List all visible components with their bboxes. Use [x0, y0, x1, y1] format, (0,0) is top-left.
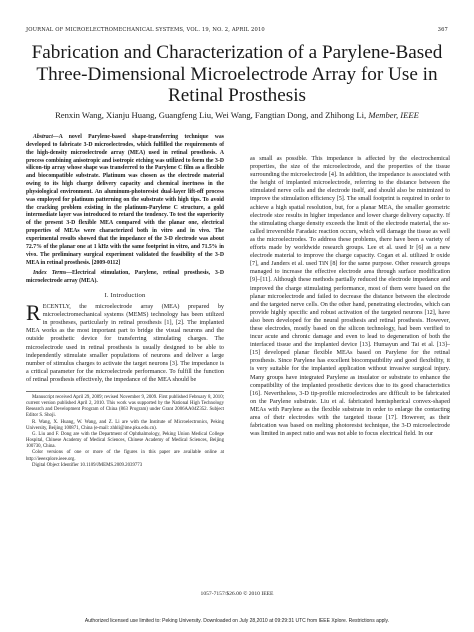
- drop-cap: R: [26, 300, 41, 326]
- footnote-color-versions: Color versions of one or more of the figures in this paper are available online at http://ieeexplore.ieee.org.: [26, 450, 224, 462]
- right-column: [250, 155, 450, 438]
- index-terms-label: Index Terms: [33, 270, 67, 277]
- right-column-text: as small as possible. This impedance is affected by the electrochemical properties, the size of the microelectrode, and the properties of the tissue surrounding the microelectrode [4]. In addition, the impedance is associated with the height of implanted microelectrode, referring to the distance between the stimulated nerve cells and the electrode itself, and should also be minimized to improve the stimulation efficiency [5]. The small footprint is required in order to achieve a high spatial resolution, but, for a planar MEA, the smaller geometric electrode size results in higher impedance and lower charge delivery capacity. If the stimulating charge density exceeds the limit of the electrode material, the so-called irreversible Faradaic reaction occurs, which will damage the tissue as well as the microelectrodes. To address these problems, there have been a variety of efforts made by worldwide research groups. Lee et al. used Ir [6] as a new electrode material to improve the charge capacity. Cogan et al. utilized Ir oxide [7], and Janders et al. used TiN [8] for the same purpose. Other research groups managed to increase the effective electrode area through surface modification [9]–[11]. Although these methods partially reduced the electrode impedance and improved the charge stimulating performance, most of them were based on the planar microelectrode and failed to decrease the distance between the electrode and the targeted nerve cells. On the other hand, penetrating electrodes, which can provide highly specific and robust activation of the targeted neurons [12], have also been developed for the neural prosthesis and retinal prosthesis. However, these electrodes, mostly based on the silicon technology, had been verified to incur acute and chronic damage and even to lead to degeneration of both the interfaced tissue and the implanted device [13]. Humayun and Tai et al. [13]–[15] developed planar flexible MEAs based on Parylene for the retinal prosthesis. Since Parylene has excellent biocompatibility and good flexibility, it is very suitable for the implanted application without invasive surgical injury. Many groups have integrated Parylene as insulator or substrate to enhance the compatibility of the implanted prosthetic devices due to its good characteristics [16]. Nevertheless, 3-D tip-profile microelectrodes are difficult to be fabricated on the Parylene substrate. Liu et al. fabricated hemispherical convex-shaped MEAs with Parylene as the flexible substrate in order to enlarge the contacting area of their electrodes with the targeted tissue [17]. However, as their fabrication was based on melting photoresist technique, the 3-D microelectrode was limited in aspect ratio and was not able to focus electrical field. In our: [250, 156, 450, 438]
- index-terms: [26, 270, 224, 286]
- running-head: [26, 27, 448, 36]
- footnote-affiliation-2: G. Liu and F. Dong are with the Department of Ophthalmology, Peking Union Medical College Hospital, Chinese Academy of Medical Sciences, Chinese Academy of Medical Sciences, Beijing 100730, China.: [26, 431, 224, 450]
- abstract-code: [2009-0112]: [91, 259, 121, 266]
- footnote-affiliation-1: R. Wang, X. Huang, W. Wang, and Z. Li are with the Institute of Microelectronics, Peking University, Beijing 100871, China (e-mail: zhhli@ime.pku.edu.cn).: [26, 419, 224, 431]
- footnotes: [26, 391, 224, 469]
- author-list: [20, 110, 454, 120]
- abstract: [26, 134, 224, 267]
- paper-title: Fabrication and Characterization of a Parylene-Based Three-Dimensional Microelectrode Array for Use in Retinal Prosthesis: [31, 42, 443, 106]
- footnote-doi: Digital Object Identifier 10.1109/JMEMS.2009.2039773: [32, 462, 143, 468]
- abstract-text: —A novel Parylene-based shape-transferring technique was developed to fabricate 3-D microelectrodes, which fulfilled the requirements of the high-density microelectrode array (MEA) used in retinal prosthesis. A process combining anisotropic and isotropic etching was utilized to form the 3-D silicon-tip array whose shape was transferred to the Parylene C film as a flexible and biocompatible substrate. Platinum was chosen as the electrode material owing to its high charge delivery capacity and chemical inertness in the physiological environment. An aluminum-photoresist dual-layer lift-off process was employed for platinum patterning on the substrate with high tips. To avoid the cracking problem existing in the platinum-Parylene C structure, a gold intermediate layer was introduced to retard the tendency. To test the superiority of the present 3-D flexible MEA compared with the planar one, electrical properties of MEAs were characterized both in vitro and in vivo. The experimental results showed that the impedance of the 3-D electrode was about 72.7% of the planar one at 1 kHz with the same footprint in vitro, and 71.5% in vivo. The preliminary surgical experiment validated the feasibility of the 3-D MEA in retinal prosthesis.: [26, 134, 224, 266]
- introduction-text: ECENTLY, the microelectrode array (MEA) prepared by microelectromechanical systems (MEMS) technology has been utilized in prostheses, particularly in retinal prosthesis [1], [2]. The implanted MEA works as the most important part to bridge the visual neurons and the outside prosthetic device for transferring stimulating charges. The microelectrode used in retinal prosthesis is usually designed to be able to independently stimulate smaller populations of neurons and deliver a large number of stimulus charges to activate the target neurons [3]. The impedance is a critical parameter for the microelectrode performance. To fulfill the function of retinal prosthesis effectively, the impedance of the MEA should be: [26, 304, 224, 383]
- license-notice: Authorized licensed use limited to: Peking University. Downloaded on July 28,2010 at 09:29:31 UTC from IEEE Xplore. Restrictions apply.: [84, 618, 390, 624]
- footnote-manuscript: Manuscript received April 29, 2009; revised November 9, 2009. First published February 8, 2010; current version published April 2, 2010. This work was supported by the National High Technology Research and Development Program of China (863 Program) under Grant 2006AA04Z352. Subject Editor S. Shoji.: [26, 394, 224, 419]
- abstract-label: Abstract: [33, 134, 53, 140]
- page-number: 367: [437, 27, 448, 33]
- author-names: Renxin Wang, Xianju Huang, Guangfeng Liu, Wei Wang, Fangtian Dong, and Zhihong Li,: [55, 110, 367, 120]
- author-membership: Member, IEEE: [368, 110, 419, 120]
- journal-name: JOURNAL OF MICROELECTROMECHANICAL SYSTEMS, VOL. 19, NO. 2, APRIL 2010: [26, 27, 265, 33]
- left-column: [26, 134, 224, 469]
- index-terms-text: —Electrical stimulation, Parylene, retinal prosthesis, 3-D microelectrode array (MEA).: [26, 270, 224, 285]
- section-heading-introduction: I. Introduction: [104, 292, 146, 300]
- copyright-code: 1057-7157/$26.00 © 2010 IEEE: [200, 591, 274, 597]
- introduction-paragraph: [26, 300, 224, 384]
